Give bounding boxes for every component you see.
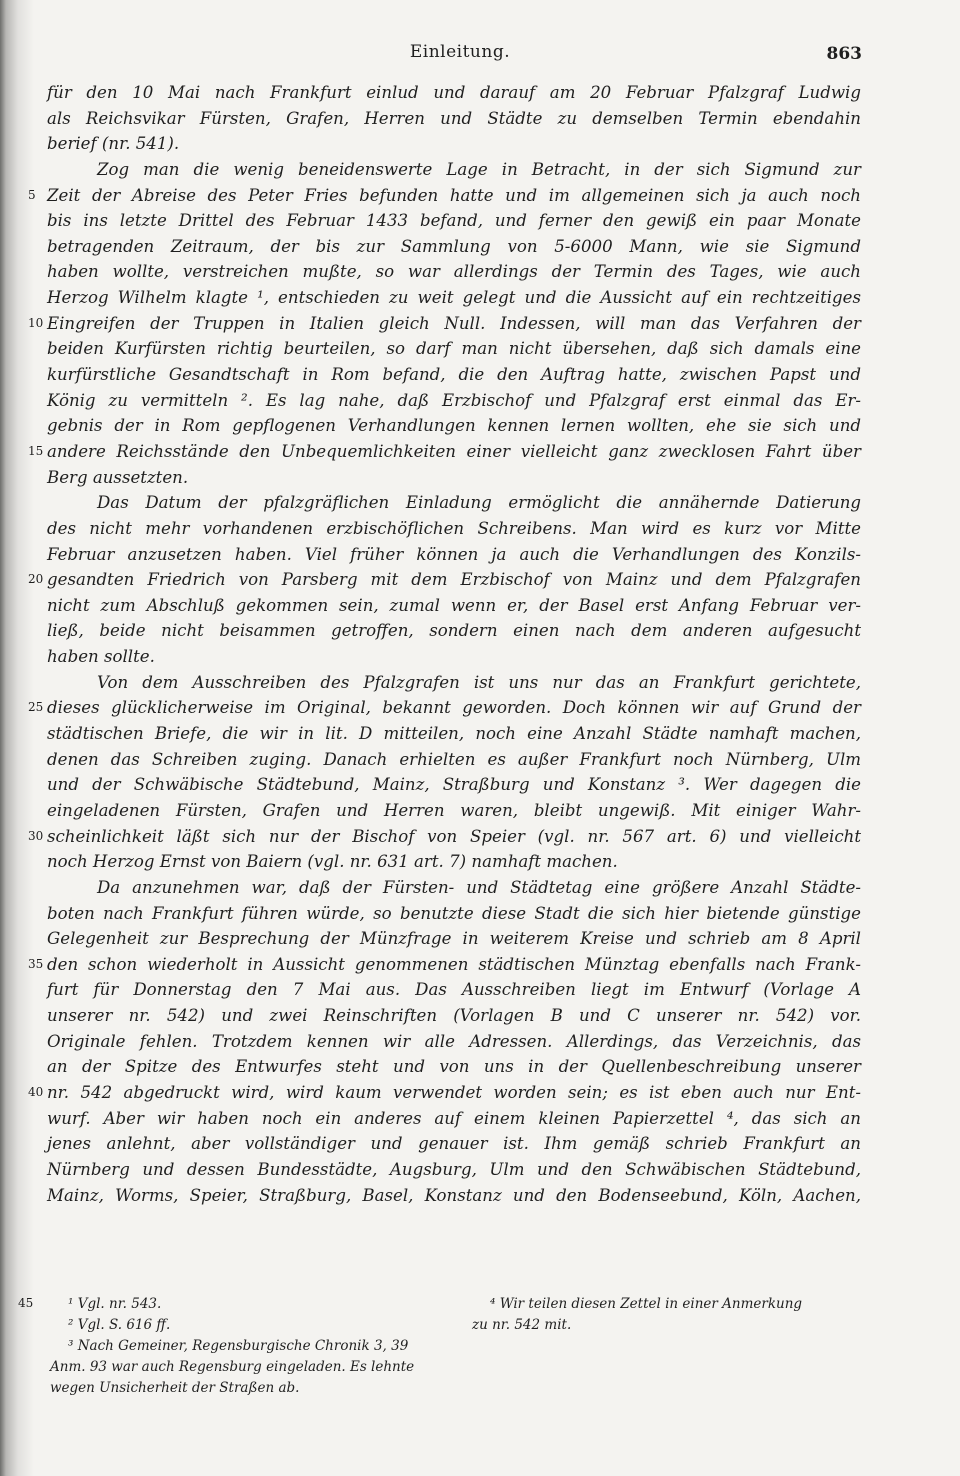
footnote-line: wegen Unsicherheit der Straßen ab. bbox=[50, 1380, 300, 1396]
footnote-line: ⁴ Wir teilen diesen Zettel in einer Anmerkung bbox=[490, 1296, 803, 1312]
text-line bbox=[47, 259, 861, 285]
text-line-content: und der Schwäbische Städtebund, Mainz, Straßburg und Konstanz ³. Wer dagegen die bbox=[47, 775, 861, 795]
text-line bbox=[28, 311, 861, 337]
text-line-content: Gelegenheit zur Besprechung der Münzfrage in weiterem Kreise und schrieb am 8 April bbox=[47, 929, 861, 949]
text-line-content: städtischen Briefe, die wir in lit. D mitteilen, noch eine Anzahl Städte namhaft machen, bbox=[47, 724, 861, 744]
text-line-content: bis ins letzte Drittel des Februar 1433 befand, und ferner den gewiß ein paar Monate bbox=[47, 211, 861, 231]
text-line bbox=[47, 1183, 861, 1209]
text-line bbox=[47, 516, 861, 542]
text-line bbox=[28, 824, 861, 850]
text-line bbox=[28, 183, 861, 209]
margin-line-number: 40 bbox=[28, 1084, 44, 1099]
footnote-line: zu nr. 542 mit. bbox=[472, 1317, 572, 1333]
text-line bbox=[47, 542, 861, 568]
text-line bbox=[47, 1003, 861, 1029]
text-line-content: Da anzunehmen war, daß der Fürsten- und Städtetag eine größere Anzahl Städte- bbox=[97, 877, 861, 897]
text-line-content: Das Datum der pfalzgräflichen Einladung ermöglicht die annähernde Datierung bbox=[97, 493, 861, 513]
text-line-content: Nürnberg und dessen Bundesstädte, Augsburg, Ulm und den Schwäbischen Städtebund, bbox=[47, 1159, 861, 1179]
text-line bbox=[47, 977, 861, 1003]
text-line-content: als Reichsvikar Fürsten, Grafen, Herren und Städte zu demselben Termin ebendahin bbox=[47, 108, 861, 128]
text-line-content: eingeladenen Fürsten, Grafen und Herren waren, bleibt ungewiß. Mit einiger Wahr- bbox=[47, 800, 861, 820]
text-line-content: noch Herzog Ernst von Baiern (vgl. nr. 631 art. 7) namhaft machen. bbox=[47, 852, 618, 872]
text-line bbox=[47, 80, 861, 106]
text-line-content: König zu vermitteln ². Es lag nahe, daß Erzbischof und Pfalzgraf erst einmal das Er- bbox=[47, 390, 861, 410]
text-line-content: beiden Kurfürsten richtig beurteilen, so darf man nicht übersehen, daß sich damals eine bbox=[47, 339, 861, 359]
text-line bbox=[47, 234, 861, 260]
footnote-line-number: 45 bbox=[18, 1296, 34, 1310]
text-line-content: gebnis der in Rom gepflogenen Verhandlungen kennen lernen wollten, ehe sie sich und bbox=[47, 416, 861, 436]
margin-line-number: 20 bbox=[28, 572, 44, 587]
page-number: 863 bbox=[826, 44, 862, 64]
text-line bbox=[47, 490, 861, 516]
text-line-content: Originale fehlen. Trotzdem kennen wir alle Adressen. Allerdings, das Verzeichnis, das bbox=[47, 1031, 861, 1051]
text-line-content: Berg aussetzten. bbox=[47, 467, 189, 487]
text-line-content: scheinlichkeit läßt sich nur der Bischof von Speier (vgl. nr. 567 art. 6) und vielleicht bbox=[47, 826, 861, 846]
text-line-content: den schon wiederholt in Aussicht genommenen städtischen Münztag ebenfalls nach Frank- bbox=[47, 954, 861, 974]
text-line bbox=[47, 901, 861, 927]
footnote-line: Anm. 93 war auch Regensburg eingeladen. Es lehnte bbox=[50, 1359, 415, 1375]
text-line-content: gesandten Friedrich von Parsberg mit dem Erzbischof von Mainz und dem Pfalzgrafen bbox=[47, 570, 861, 590]
text-line-content: haben sollte. bbox=[47, 647, 155, 667]
text-line bbox=[47, 465, 861, 491]
text-line bbox=[47, 413, 861, 439]
text-line-content: Februar anzusetzen haben. Viel früher können ja auch die Verhandlungen des Konzils- bbox=[47, 544, 861, 564]
text-line bbox=[28, 567, 861, 593]
text-line bbox=[47, 208, 861, 234]
text-line-content: haben wollte, verstreichen mußte, so war allerdings der Termin des Tages, wie auch bbox=[47, 262, 861, 282]
text-line-content: andere Reichsstände den Unbequemlichkeiten einer vielleicht ganz zwecklosen Fahrt über bbox=[47, 441, 861, 461]
text-line bbox=[47, 1131, 861, 1157]
text-line-content: an der Spitze des Entwurfes steht und von uns in der Quellenbeschreibung unserer bbox=[47, 1057, 861, 1077]
footnote-line: ³ Nach Gemeiner, Regensburgische Chronik 3, 39 bbox=[68, 1338, 409, 1354]
text-line bbox=[28, 439, 861, 465]
text-line-content: berief (nr. 541). bbox=[47, 134, 180, 154]
text-line-content: dieses glücklicherweise im Original, bekannt geworden. Doch können wir auf Grund der bbox=[47, 698, 861, 718]
text-line-content: Zeit der Abreise des Peter Fries befunden hatte und im allgemeinen sich ja auch noch bbox=[47, 185, 861, 205]
text-line-content: denen das Schreiben zuging. Danach erhielten es außer Frankfurt noch Nürnberg, Ulm bbox=[47, 749, 861, 769]
text-line-content: unserer nr. 542) und zwei Reinschriften (Vorlagen B und C unserer nr. 542) vor. bbox=[47, 1006, 861, 1026]
running-header: Einleitung. bbox=[409, 42, 511, 62]
text-line-content: für den 10 Mai nach Frankfurt einlud und darauf am 20 Februar Pfalzgraf Ludwig bbox=[47, 83, 861, 102]
text-line-content: wurf. Aber wir haben noch ein anderes auf einem kleinen Papierzettel ⁴, das sich an bbox=[47, 1108, 861, 1128]
text-line-content: Herzog Wilhelm klagte ¹, entschieden zu weit gelegt und die Aussicht auf ein rechtzeitiges bbox=[47, 288, 861, 308]
footnote-line: ² Vgl. S. 616 ff. bbox=[68, 1317, 171, 1333]
text-line bbox=[47, 1106, 861, 1132]
text-line bbox=[47, 1054, 861, 1080]
margin-line-number: 35 bbox=[28, 956, 44, 971]
text-line bbox=[47, 285, 861, 311]
footnotes-right-column bbox=[454, 1294, 878, 1336]
text-line bbox=[47, 362, 861, 388]
footnote-line: ¹ Vgl. nr. 543. bbox=[68, 1296, 162, 1312]
text-line bbox=[47, 1029, 861, 1055]
text-line-content: des nicht mehr vorhandenen erzbischöflichen Schreibens. Man wird es kurz vor Mitte bbox=[47, 518, 861, 538]
text-line-content: furt für Donnerstag den 7 Mai aus. Das Ausschreiben liegt im Entwurf (Vorlage A bbox=[47, 980, 861, 1000]
margin-line-number: 30 bbox=[28, 828, 44, 843]
text-line-content: nr. 542 abgedruckt wird, wird kaum verwendet worden sein; es ist eben auch nur Ent- bbox=[47, 1082, 861, 1102]
margin-line-number: 15 bbox=[28, 443, 44, 458]
text-line bbox=[47, 644, 861, 670]
text-line bbox=[47, 670, 861, 696]
body-text bbox=[28, 80, 861, 1208]
footnotes-left-column bbox=[32, 1294, 462, 1399]
text-line-content: kurfürstliche Gesandtschaft in Rom befand, die den Auftrag hatte, zwischen Papst und bbox=[47, 365, 861, 385]
margin-line-number: 10 bbox=[28, 315, 44, 330]
text-line-content: betragenden Zeitraum, der bis zur Sammlung von 5-6000 Mann, wie sie Sigmund bbox=[47, 236, 861, 256]
margin-line-number: 5 bbox=[28, 187, 36, 202]
text-line-content: ließ, beide nicht beisammen getroffen, sondern einen nach dem anderen aufgesucht bbox=[47, 621, 861, 641]
text-line bbox=[47, 747, 861, 773]
text-line bbox=[47, 721, 861, 747]
text-line bbox=[28, 695, 861, 721]
text-line bbox=[47, 798, 861, 824]
text-line bbox=[47, 106, 861, 132]
text-line bbox=[47, 772, 861, 798]
text-line bbox=[47, 875, 861, 901]
text-line bbox=[47, 388, 861, 414]
text-line bbox=[47, 131, 861, 157]
text-line-content: nicht zum Abschluß gekommen sein, zumal wenn er, der Basel erst Anfang Februar ver- bbox=[47, 595, 861, 615]
text-line bbox=[47, 849, 861, 875]
text-line-content: Mainz, Worms, Speier, Straßburg, Basel, Konstanz und den Bodenseebund, Köln, Aachen, bbox=[47, 1185, 861, 1205]
text-line-content: Eingreifen der Truppen in Italien gleich Null. Indessen, will man das Verfahren der bbox=[47, 313, 861, 333]
text-line bbox=[47, 157, 861, 183]
text-line bbox=[47, 593, 861, 619]
text-line-content: boten nach Frankfurt führen würde, so benutzte diese Stadt die sich hier bietende günstige bbox=[47, 903, 861, 923]
text-line bbox=[47, 336, 861, 362]
text-line bbox=[28, 952, 861, 978]
text-line bbox=[47, 618, 861, 644]
text-line-content: Von dem Ausschreiben des Pfalzgrafen ist uns nur das an Frankfurt gerichtete, bbox=[97, 672, 861, 692]
footnotes bbox=[18, 1294, 878, 1424]
text-line bbox=[47, 926, 861, 952]
text-line-content: jenes anlehnt, aber vollständiger und genauer ist. Ihm gemäß schrieb Frankfurt an bbox=[47, 1134, 861, 1154]
margin-line-number: 25 bbox=[28, 700, 44, 715]
text-line bbox=[28, 1080, 861, 1106]
text-line-content: Zog man die wenig beneidenswerte Lage in Betracht, in der sich Sigmund zur bbox=[97, 159, 861, 179]
text-line bbox=[47, 1157, 861, 1183]
